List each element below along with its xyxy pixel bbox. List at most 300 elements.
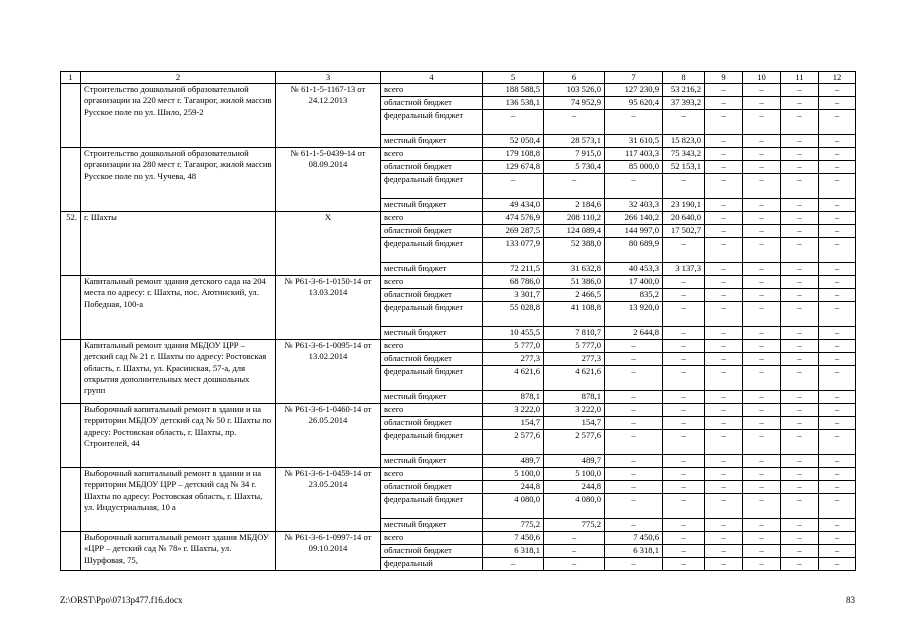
amount-cell: – <box>705 468 743 481</box>
object-name: Выборочный капитальный ремонт в здании и на территории МБДОУ ЦРР – детский сад № 34 г. Шахты по адресу: Ростовская область, г. Шахты, ул. Индустриальная, 10 а <box>81 468 276 532</box>
amount-cell: – <box>781 302 819 327</box>
amount-cell: 103 526,0 <box>544 84 605 97</box>
amount-cell: – <box>605 417 663 430</box>
amount-cell: 3 301,7 <box>483 289 544 302</box>
amount-cell: – <box>705 494 743 519</box>
amount-cell: 6 318,1 <box>483 545 544 558</box>
table-row <box>61 468 856 481</box>
amount-cell: – <box>605 174 663 199</box>
amount-cell: 117 403,3 <box>605 148 663 161</box>
amount-cell: 37 393,2 <box>663 97 705 110</box>
funding-source: местный бюджет <box>381 327 483 340</box>
table-row <box>61 340 856 353</box>
amount-cell: – <box>605 455 663 468</box>
amount-cell: – <box>705 238 743 263</box>
amount-cell: 3 222,0 <box>544 404 605 417</box>
amount-cell: 68 786,0 <box>483 276 544 289</box>
document-number: № Р61-3-6-1-0460-14 от 26.05.2014 <box>276 404 381 468</box>
amount-cell: 75 343,2 <box>663 148 705 161</box>
table-row <box>61 148 856 161</box>
amount-cell: – <box>743 110 781 135</box>
funding-source: всего <box>381 340 483 353</box>
amount-cell: – <box>819 225 856 238</box>
row-number <box>61 340 81 404</box>
amount-cell: – <box>705 302 743 327</box>
amount-cell: – <box>819 302 856 327</box>
amount-cell: – <box>743 519 781 532</box>
amount-cell: 28 573,1 <box>544 135 605 148</box>
amount-cell: – <box>819 199 856 212</box>
col-header: 2 <box>81 72 276 84</box>
amount-cell: 878,1 <box>483 391 544 404</box>
amount-cell: 775,2 <box>483 519 544 532</box>
document-number: X <box>276 212 381 276</box>
amount-cell: – <box>705 353 743 366</box>
amount-cell: 52 153,1 <box>663 161 705 174</box>
amount-cell: 49 434,0 <box>483 199 544 212</box>
amount-cell: 5 100,0 <box>483 468 544 481</box>
amount-cell: 244,8 <box>483 481 544 494</box>
amount-cell: – <box>819 212 856 225</box>
amount-cell: – <box>705 110 743 135</box>
amount-cell: – <box>483 174 544 199</box>
amount-cell: – <box>743 353 781 366</box>
funding-source: федеральный бюджет <box>381 430 483 455</box>
object-name: Капитальный ремонт здания детского сада на 204 места по адресу: г. Шахты, пос. Аютинский, ул. Победная, 100-а <box>81 276 276 340</box>
funding-source: федеральный бюджет <box>381 238 483 263</box>
amount-cell: 277,3 <box>544 353 605 366</box>
amount-cell: 266 140,2 <box>605 212 663 225</box>
amount-cell: 32 403,3 <box>605 199 663 212</box>
funding-source: всего <box>381 212 483 225</box>
amount-cell: – <box>663 391 705 404</box>
amount-cell: 4 621,6 <box>483 366 544 391</box>
amount-cell: – <box>705 199 743 212</box>
amount-cell: – <box>743 276 781 289</box>
amount-cell: – <box>705 430 743 455</box>
amount-cell: 72 211,5 <box>483 263 544 276</box>
object-name: Выборочный капитальный ремонт здания МБДОУ «ЦРР – детский сад № 78» г. Шахты, ул. Шурфовая, 75, <box>81 532 276 571</box>
amount-cell: – <box>663 455 705 468</box>
amount-cell: – <box>781 110 819 135</box>
amount-cell: – <box>743 212 781 225</box>
amount-cell: – <box>819 340 856 353</box>
amount-cell: 144 997,0 <box>605 225 663 238</box>
amount-cell: – <box>705 340 743 353</box>
amount-cell: – <box>663 404 705 417</box>
amount-cell: – <box>743 161 781 174</box>
amount-cell: – <box>743 558 781 571</box>
amount-cell: 124 089,4 <box>544 225 605 238</box>
amount-cell: 5 777,0 <box>544 340 605 353</box>
amount-cell: 154,7 <box>544 417 605 430</box>
amount-cell: 3 137,3 <box>663 263 705 276</box>
amount-cell: – <box>663 340 705 353</box>
object-name: Выборочный капитальный ремонт в здании и на территории МБДОУ детский сад № 50 г. Шахты по адресу: Ростовская область, г. Шахты, пр. Строителей, 44 <box>81 404 276 468</box>
col-header: 9 <box>705 72 743 84</box>
amount-cell: – <box>705 391 743 404</box>
amount-cell: – <box>663 468 705 481</box>
col-header: 10 <box>743 72 781 84</box>
amount-cell: – <box>819 161 856 174</box>
amount-cell: – <box>483 110 544 135</box>
amount-cell: 133 077,9 <box>483 238 544 263</box>
amount-cell: – <box>705 225 743 238</box>
amount-cell: – <box>663 366 705 391</box>
amount-cell: 7 450,6 <box>605 532 663 545</box>
object-name: Строительство дошкольной образовательной организации на 220 мест г. Таганрог, жилой массив Русское поле по ул. Шило, 259-2 <box>81 84 276 148</box>
amount-cell: – <box>819 289 856 302</box>
amount-cell: 15 823,0 <box>663 135 705 148</box>
amount-cell: – <box>781 404 819 417</box>
amount-cell: 2 644,8 <box>605 327 663 340</box>
amount-cell: – <box>663 417 705 430</box>
amount-cell: – <box>705 263 743 276</box>
amount-cell: – <box>743 302 781 327</box>
amount-cell: – <box>819 174 856 199</box>
amount-cell: – <box>781 545 819 558</box>
amount-cell: – <box>743 417 781 430</box>
amount-cell: 7 450,6 <box>483 532 544 545</box>
amount-cell: – <box>743 238 781 263</box>
amount-cell: – <box>743 340 781 353</box>
amount-cell: – <box>743 494 781 519</box>
amount-cell: – <box>663 353 705 366</box>
amount-cell: – <box>663 494 705 519</box>
amount-cell: 2 577,6 <box>483 430 544 455</box>
funding-source: всего <box>381 404 483 417</box>
amount-cell: 878,1 <box>544 391 605 404</box>
amount-cell: 835,2 <box>605 289 663 302</box>
amount-cell: 40 453,3 <box>605 263 663 276</box>
amount-cell: – <box>781 135 819 148</box>
funding-source: местный бюджет <box>381 519 483 532</box>
col-header: 8 <box>663 72 705 84</box>
amount-cell: 179 108,8 <box>483 148 544 161</box>
amount-cell: – <box>743 327 781 340</box>
amount-cell: 269 287,5 <box>483 225 544 238</box>
funding-source: областной бюджет <box>381 545 483 558</box>
amount-cell: – <box>819 276 856 289</box>
amount-cell: – <box>781 430 819 455</box>
amount-cell: – <box>705 455 743 468</box>
amount-cell: – <box>819 135 856 148</box>
amount-cell: – <box>743 391 781 404</box>
amount-cell: – <box>544 558 605 571</box>
amount-cell: – <box>663 238 705 263</box>
amount-cell: – <box>605 519 663 532</box>
amount-cell: – <box>605 353 663 366</box>
amount-cell: – <box>781 468 819 481</box>
amount-cell: 7 915,0 <box>544 148 605 161</box>
table-row <box>61 532 856 545</box>
amount-cell: – <box>819 391 856 404</box>
amount-cell: – <box>819 97 856 110</box>
amount-cell: 129 674,8 <box>483 161 544 174</box>
row-number <box>61 148 81 212</box>
amount-cell: – <box>781 238 819 263</box>
amount-cell: – <box>705 276 743 289</box>
budget-table <box>60 71 856 571</box>
amount-cell: – <box>781 276 819 289</box>
amount-cell: – <box>819 404 856 417</box>
amount-cell: – <box>781 455 819 468</box>
amount-cell: – <box>781 532 819 545</box>
amount-cell: – <box>781 391 819 404</box>
amount-cell: – <box>605 481 663 494</box>
amount-cell: – <box>781 199 819 212</box>
amount-cell: – <box>705 404 743 417</box>
amount-cell: – <box>663 558 705 571</box>
amount-cell: – <box>743 404 781 417</box>
amount-cell: – <box>663 302 705 327</box>
amount-cell: – <box>544 110 605 135</box>
funding-source: областной бюджет <box>381 417 483 430</box>
col-header: 3 <box>276 72 381 84</box>
amount-cell: – <box>663 481 705 494</box>
funding-source: всего <box>381 84 483 97</box>
amount-cell: 31 610,5 <box>605 135 663 148</box>
amount-cell: – <box>781 212 819 225</box>
amount-cell: – <box>743 481 781 494</box>
object-name: Капитальный ремонт здания МБДОУ ЦРР – детский сад № 21 г. Шахты по адресу: Ростовская область, г. Шахты, ул. Красинская, 57-а, для открытия дополнительных мест дошкольных групп <box>81 340 276 404</box>
amount-cell: – <box>781 558 819 571</box>
amount-cell: – <box>781 161 819 174</box>
amount-cell: – <box>819 366 856 391</box>
amount-cell: – <box>605 558 663 571</box>
amount-cell: – <box>544 532 605 545</box>
amount-cell: – <box>605 468 663 481</box>
amount-cell: 127 230,9 <box>605 84 663 97</box>
amount-cell: – <box>705 289 743 302</box>
amount-cell: 41 108,8 <box>544 302 605 327</box>
amount-cell: – <box>743 84 781 97</box>
amount-cell: – <box>819 519 856 532</box>
amount-cell: 10 455,5 <box>483 327 544 340</box>
amount-cell: 208 110,2 <box>544 212 605 225</box>
amount-cell: – <box>819 148 856 161</box>
table-row <box>61 84 856 97</box>
amount-cell: 51 386,0 <box>544 276 605 289</box>
funding-source: местный бюджет <box>381 135 483 148</box>
amount-cell: – <box>663 327 705 340</box>
amount-cell: – <box>743 430 781 455</box>
amount-cell: 17 502,7 <box>663 225 705 238</box>
amount-cell: – <box>663 276 705 289</box>
funding-source: областной бюджет <box>381 481 483 494</box>
amount-cell: – <box>781 340 819 353</box>
amount-cell: 277,3 <box>483 353 544 366</box>
amount-cell: – <box>781 148 819 161</box>
amount-cell: – <box>705 327 743 340</box>
amount-cell: – <box>705 366 743 391</box>
row-number <box>61 532 81 571</box>
amount-cell: – <box>743 135 781 148</box>
amount-cell: 7 810,7 <box>544 327 605 340</box>
amount-cell: – <box>781 519 819 532</box>
funding-source: местный бюджет <box>381 391 483 404</box>
funding-source: областной бюджет <box>381 97 483 110</box>
funding-source: федеральный бюджет <box>381 110 483 135</box>
funding-source: областной бюджет <box>381 353 483 366</box>
amount-cell: – <box>663 110 705 135</box>
document-number: № 61-1-5-0439-14 от 08.09.2014 <box>276 148 381 212</box>
amount-cell: – <box>781 327 819 340</box>
row-number <box>61 276 81 340</box>
funding-source: федеральный <box>381 558 483 571</box>
header-row <box>61 72 856 84</box>
amount-cell: – <box>819 455 856 468</box>
amount-cell: – <box>705 161 743 174</box>
amount-cell: 154,7 <box>483 417 544 430</box>
amount-cell: 5 777,0 <box>483 340 544 353</box>
col-header: 5 <box>483 72 544 84</box>
amount-cell: – <box>663 174 705 199</box>
footer-file-path: Z:\ORST\Ppo\0713p477.f16.docx <box>60 595 183 605</box>
amount-cell: – <box>743 468 781 481</box>
amount-cell: – <box>705 148 743 161</box>
amount-cell: – <box>705 545 743 558</box>
amount-cell: 17 400,0 <box>605 276 663 289</box>
amount-cell: – <box>819 353 856 366</box>
amount-cell: 95 620,4 <box>605 97 663 110</box>
amount-cell: – <box>819 110 856 135</box>
amount-cell: – <box>781 174 819 199</box>
funding-source: местный бюджет <box>381 455 483 468</box>
amount-cell: – <box>663 519 705 532</box>
document-number: № 61-1-5-1167-13 от 24.12.2013 <box>276 84 381 148</box>
amount-cell: – <box>743 174 781 199</box>
amount-cell: – <box>743 199 781 212</box>
amount-cell: – <box>544 545 605 558</box>
amount-cell: – <box>705 558 743 571</box>
amount-cell: – <box>819 481 856 494</box>
amount-cell: – <box>819 263 856 276</box>
row-number <box>61 468 81 532</box>
object-name: Строительство дошкольной образовательной организации на 280 мест г. Таганрог, жилой массив Русское поле по ул. Чучева, 48 <box>81 148 276 212</box>
amount-cell: 55 028,8 <box>483 302 544 327</box>
amount-cell: 5 100,0 <box>544 468 605 481</box>
amount-cell: – <box>781 366 819 391</box>
object-name: г. Шахты <box>81 212 276 276</box>
amount-cell: – <box>544 174 605 199</box>
amount-cell: – <box>781 481 819 494</box>
amount-cell: – <box>705 532 743 545</box>
amount-cell: – <box>605 366 663 391</box>
amount-cell: 244,8 <box>544 481 605 494</box>
funding-source: областной бюджет <box>381 161 483 174</box>
amount-cell: 2 577,6 <box>544 430 605 455</box>
amount-cell: 4 080,0 <box>483 494 544 519</box>
funding-source: всего <box>381 276 483 289</box>
amount-cell: – <box>781 263 819 276</box>
amount-cell: 489,7 <box>544 455 605 468</box>
amount-cell: 188 588,5 <box>483 84 544 97</box>
amount-cell: – <box>705 174 743 199</box>
footer-page-number: 83 <box>846 595 855 605</box>
amount-cell: – <box>781 353 819 366</box>
col-header: 4 <box>381 72 483 84</box>
table-row <box>61 404 856 417</box>
funding-source: всего <box>381 468 483 481</box>
amount-cell: – <box>819 84 856 97</box>
amount-cell: – <box>819 238 856 263</box>
row-number: 52. <box>61 212 81 276</box>
table-row <box>61 212 856 225</box>
amount-cell: – <box>743 366 781 391</box>
amount-cell: – <box>819 417 856 430</box>
amount-cell: 2 466,5 <box>544 289 605 302</box>
amount-cell: – <box>605 430 663 455</box>
funding-source: федеральный бюджет <box>381 494 483 519</box>
amount-cell: 775,2 <box>544 519 605 532</box>
amount-cell: – <box>743 289 781 302</box>
funding-source: федеральный бюджет <box>381 174 483 199</box>
col-header: 11 <box>781 72 819 84</box>
amount-cell: – <box>605 110 663 135</box>
amount-cell: – <box>705 135 743 148</box>
amount-cell: – <box>781 494 819 519</box>
amount-cell: 489,7 <box>483 455 544 468</box>
amount-cell: 20 640,0 <box>663 212 705 225</box>
amount-cell: – <box>743 545 781 558</box>
amount-cell: 31 632,8 <box>544 263 605 276</box>
amount-cell: 52 388,0 <box>544 238 605 263</box>
amount-cell: – <box>705 417 743 430</box>
amount-cell: – <box>705 519 743 532</box>
amount-cell: – <box>663 545 705 558</box>
amount-cell: 4 080,0 <box>544 494 605 519</box>
amount-cell: – <box>819 327 856 340</box>
amount-cell: – <box>663 289 705 302</box>
amount-cell: 3 222,0 <box>483 404 544 417</box>
amount-cell: – <box>705 97 743 110</box>
amount-cell: – <box>663 430 705 455</box>
amount-cell: – <box>781 289 819 302</box>
col-header: 6 <box>544 72 605 84</box>
funding-source: всего <box>381 148 483 161</box>
funding-source: местный бюджет <box>381 263 483 276</box>
funding-source: федеральный бюджет <box>381 366 483 391</box>
amount-cell: 2 184,6 <box>544 199 605 212</box>
amount-cell: – <box>819 468 856 481</box>
amount-cell: – <box>705 84 743 97</box>
row-number <box>61 404 81 468</box>
amount-cell: – <box>743 148 781 161</box>
amount-cell: – <box>743 532 781 545</box>
amount-cell: – <box>819 532 856 545</box>
funding-source: федеральный бюджет <box>381 302 483 327</box>
amount-cell: – <box>819 494 856 519</box>
table-row <box>61 276 856 289</box>
amount-cell: 6 318,1 <box>605 545 663 558</box>
amount-cell: – <box>819 558 856 571</box>
funding-source: всего <box>381 532 483 545</box>
amount-cell: – <box>605 404 663 417</box>
amount-cell: – <box>663 532 705 545</box>
amount-cell: 23 190,1 <box>663 199 705 212</box>
amount-cell: 74 952,9 <box>544 97 605 110</box>
amount-cell: 136 538,1 <box>483 97 544 110</box>
amount-cell: – <box>743 225 781 238</box>
document-number: № Р61-3-6-1-0997-14 от 09.10.2014 <box>276 532 381 571</box>
amount-cell: – <box>781 97 819 110</box>
col-header: 1 <box>61 72 81 84</box>
funding-source: областной бюджет <box>381 289 483 302</box>
amount-cell: – <box>819 430 856 455</box>
document-number: № Р61-3-6-1-0459-14 от 23.05.2014 <box>276 468 381 532</box>
amount-cell: – <box>819 545 856 558</box>
